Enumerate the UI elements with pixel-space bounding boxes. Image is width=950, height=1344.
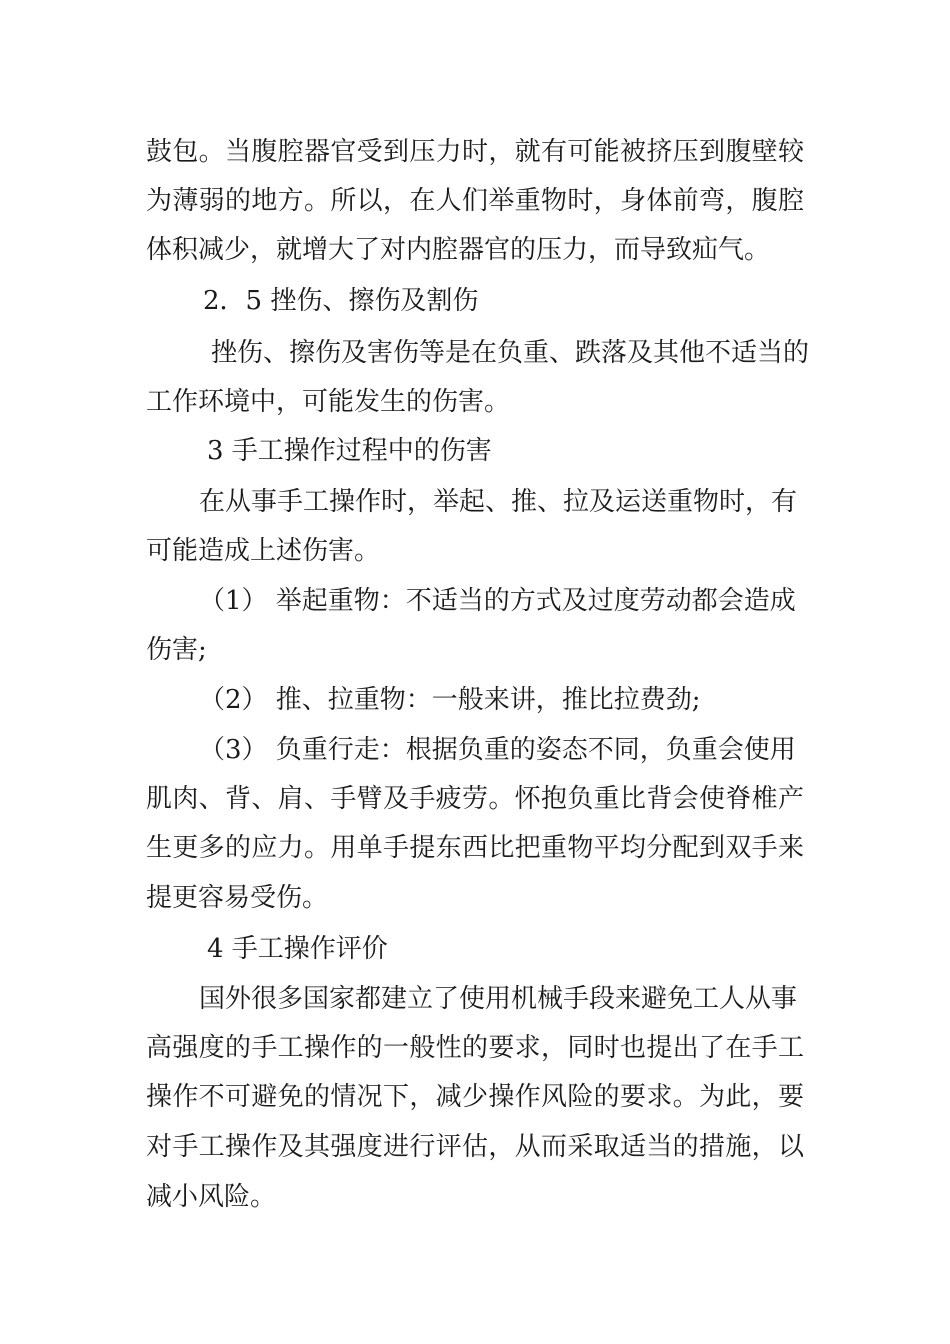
list-item-line: 生更多的应力。用单手提东西比把重物平均分配到双手来 [146, 833, 804, 863]
section-heading: 3 手工操作过程中的伤害 [207, 436, 492, 466]
body-text-line: 挫伤、擦伤及害伤等是在负重、跌落及其他不适当的 [211, 338, 810, 368]
list-item-line: 伤害; [146, 635, 207, 665]
body-text-line: 减小风险。 [146, 1182, 277, 1212]
body-text-line: 高强度的手工操作的一般性的要求，同时也提出了在手工 [146, 1033, 804, 1063]
body-text-line: 为薄弱的地方。所以，在人们举重物时，身体前弯，腹腔 [146, 186, 804, 216]
list-item-line: （3） 负重行走：根据负重的姿态不同，负重会使用 [199, 735, 796, 765]
body-text-line: 操作不可避免的情况下，减少操作风险的要求。为此，要 [146, 1082, 804, 1112]
list-item-line: 提更容易受伤。 [146, 883, 329, 913]
body-text-line: 在从事手工操作时，举起、推、拉及运送重物时，有 [199, 487, 798, 517]
list-item-line: （1） 举起重物：不适当的方式及过度劳动都会造成 [199, 586, 796, 616]
body-text-line: 对手工操作及其强度进行评估，从而采取适当的措施，以 [146, 1132, 804, 1162]
body-text-line: 国外很多国家都建立了使用机械手段来避免工人从事 [199, 984, 798, 1014]
list-item-line: 肌肉、背、肩、手臂及手疲劳。怀抱负重比背会使脊椎产 [146, 784, 804, 814]
body-text-line: 可能造成上述伤害。 [146, 536, 381, 566]
section-heading: 2．5 挫伤、擦伤及割伤 [203, 286, 479, 316]
body-text-line: 工作环境中，可能发生的伤害。 [146, 387, 511, 417]
list-item-line: （2） 推、拉重物：一般来讲，推比拉费劲; [199, 685, 701, 715]
body-text-line: 鼓包。当腹腔器官受到压力时，就有可能被挤压到腹壁较 [146, 137, 804, 167]
body-text-line: 体积减少，就增大了对内腔器官的压力，而导致疝气。 [146, 235, 771, 265]
section-heading: 4 手工操作评价 [207, 934, 388, 964]
